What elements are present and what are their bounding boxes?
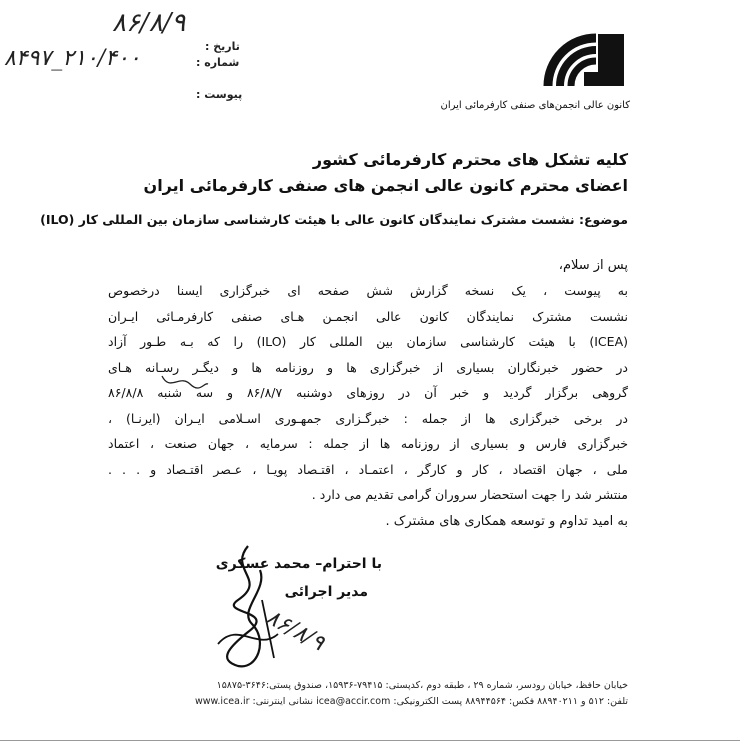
handwritten-signature bbox=[208, 540, 298, 670]
organization-logo bbox=[538, 28, 628, 90]
subject-line: موضوع: نشست مشترک نمایندگان کانون عالی با هیئت کارشناسی سازمان بین المللی کار (ILO) bbox=[40, 212, 628, 227]
body-line: در برخی خبرگزاری ها از جمله : خبرگـزاری جمهـوری اسـلامی ایـران (ایرنـا) ، bbox=[108, 410, 628, 426]
closing-line: به امید تداوم و توسعه همکاری های مشترک . bbox=[385, 514, 628, 529]
greeting: پس از سلام، bbox=[558, 258, 628, 273]
handwritten-date: ۸۶/۸/۹ bbox=[112, 8, 186, 38]
date-label: تاریخ : bbox=[205, 40, 240, 53]
addressee-1: کلیه تشکل های محترم کارفرمائی کشور bbox=[312, 150, 628, 169]
number-label: شماره : bbox=[196, 56, 240, 69]
regards-line: با احترام– محمد عسکری bbox=[215, 556, 382, 572]
handwritten-number: ۸۴۹۷_۲۱۰/۴۰۰ bbox=[4, 46, 141, 71]
body-line: منتشر شد را جهت استحضار سروران گرامی تقدیم می دارد . bbox=[311, 487, 628, 502]
body-line: ملی ، جهان اقتصاد ، کار و کارگر ، اعتمـاد ، اقتـصاد پویـا ، عـصر اقتـصاد و . . . bbox=[108, 461, 628, 477]
body-line: خبرگزاری فارس و بسیاری از روزنامه ها از جمله : سرمایه ، جهان صنعت ، اعتماد bbox=[108, 436, 628, 451]
signer-title: مدیر اجرائی bbox=[284, 584, 368, 600]
addressee-2: اعضای محترم کانون عالی انجمن های صنفی کارفرمائی ایران bbox=[143, 176, 628, 195]
footer-address: خیابان حافظ، خیابان رودسر، شماره ۲۹ ، طبقه دوم ،کدپستی: ۷۹۴۱۵-۱۵۹۳۶، صندوق پستی:۳۶۴۶-۱۵۸۷۵ bbox=[216, 680, 628, 691]
body-line: نشست مشترک نمایندگان کانون عالی انجمـن هـای صنفی کارفرمـائی ایـران bbox=[108, 308, 628, 324]
signature-date: ۸۶/۸/۹ bbox=[261, 604, 329, 657]
body-line: به پیوست ، یک نسخه گزارش شش صفحه ای خبرگزاری ایسنا درخصوص bbox=[108, 283, 628, 298]
body-line: گروهی برگزار گردید و خبر آن در روزهای دوشنبه ۸۶/۸/۷ و سه شنبه ۸۶/۸/۸ bbox=[108, 385, 628, 400]
footer-contact: تلفن: ۵۱۲ و ۸۸۹۴۰۲۱۱ فکس: ۸۸۹۴۴۵۶۴ پست الکترونیکی: icea@accir.com نشانی اینترنتی: www.icea.ir bbox=[194, 696, 628, 707]
body-line: (ICEA) با هیئت کارشناسی سازمان بین المللی کار (ILO) را که بـه طـور آزاد bbox=[108, 334, 629, 349]
bottom-divider bbox=[0, 740, 740, 741]
body-line: در حضور خبرنگاران بسیاری از خبرگزاری ها و روزنامه ها و دیگـر رسـانه هـای bbox=[108, 359, 628, 375]
attachment-label: پیوست : bbox=[196, 88, 243, 101]
organization-name: کانون عالی انجمن‌های صنفی کارفرمائی ایران bbox=[440, 100, 630, 111]
margin-annotation-mark bbox=[160, 372, 210, 394]
